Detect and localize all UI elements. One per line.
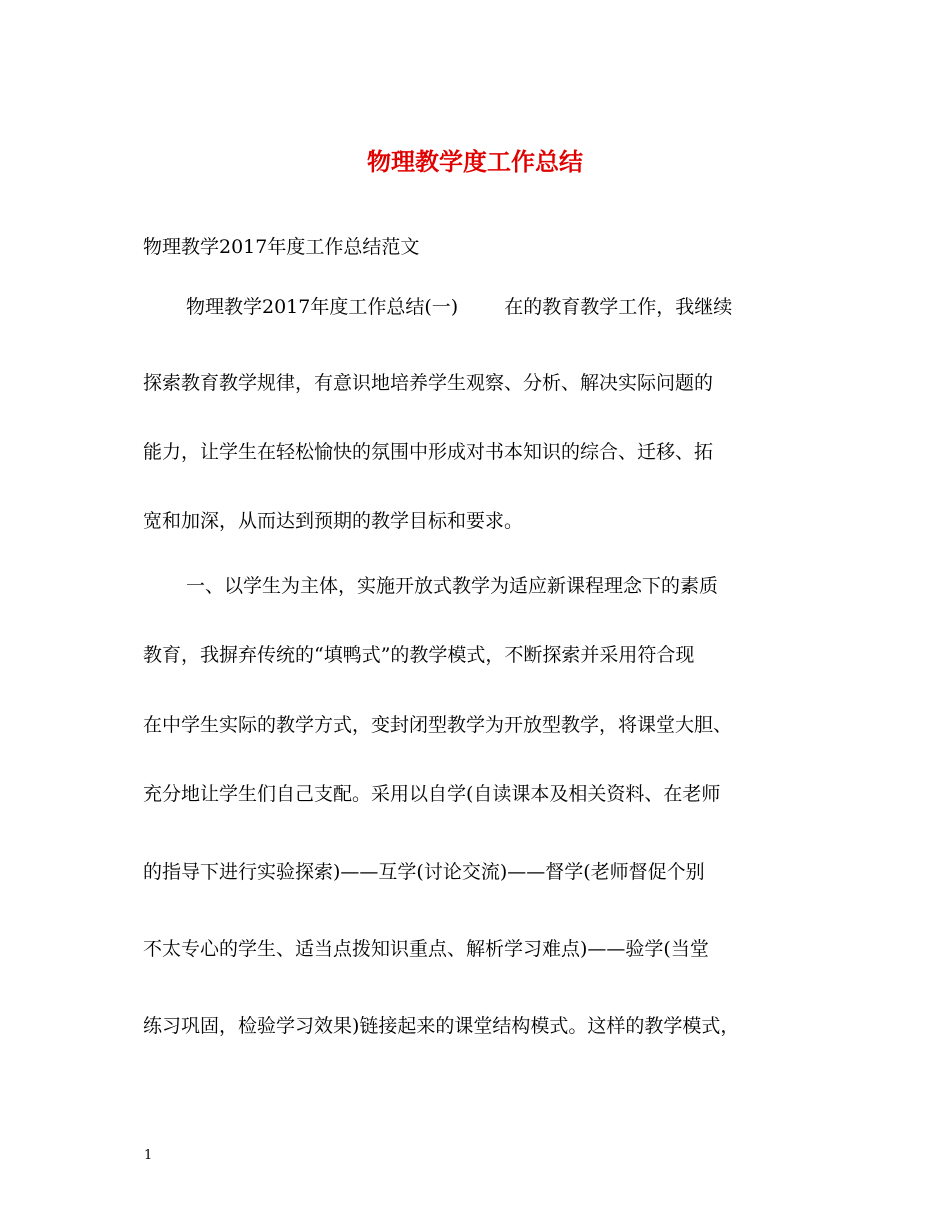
paragraph-2-line-6: 不太专心的学生、适当点拨知识重点、解析学习难点)——验学(当堂 [143, 938, 709, 960]
paragraph-1-line-3: 能力，让学生在轻松愉快的氛围中形成对书本知识的综合、迁移、拓 [143, 441, 714, 463]
paragraph-1-opening-text: 在的教育教学工作，我继续 [504, 296, 733, 318]
paragraph-2-line-4: 充分地让学生们自己支配。采用以自学(自读课本及相关资料、在老师 [143, 783, 721, 805]
paragraph-2-line-5: 的指导下进行实验探索)——互学(讨论交流)——督学(老师督促个别 [143, 861, 705, 883]
document-title: 物理教学度工作总结 [367, 147, 583, 176]
paragraph-2-line-3: 在中学生实际的教学方式，变封闭型教学为开放型教学，将课堂大胆、 [143, 714, 733, 736]
section-heading: 物理教学2017年度工作总结(一) [186, 296, 459, 318]
paragraph-1-line-4: 宽和加深，从而达到预期的教学目标和要求。 [143, 510, 524, 532]
document-subtitle: 物理教学2017年度工作总结范文 [143, 236, 420, 258]
paragraph-2-line-2: 教育，我摒弃传统的“填鸭式”的教学模式，不断探索并采用符合现 [143, 644, 695, 666]
paragraph-1-line-2: 探索教育教学规律，有意识地培养学生观察、分析、解决实际问题的 [143, 372, 714, 394]
paragraph-2-line-7: 练习巩固，检验学习效果)链接起来的课堂结构模式。这样的教学模式， [143, 1015, 740, 1037]
paragraph-1-line-1 [186, 292, 732, 322]
page-number: 1 [144, 1148, 153, 1163]
paragraph-2-line-1: 一、以学生为主体，实施开放式教学为适应新课程理念下的素质 [186, 575, 719, 597]
